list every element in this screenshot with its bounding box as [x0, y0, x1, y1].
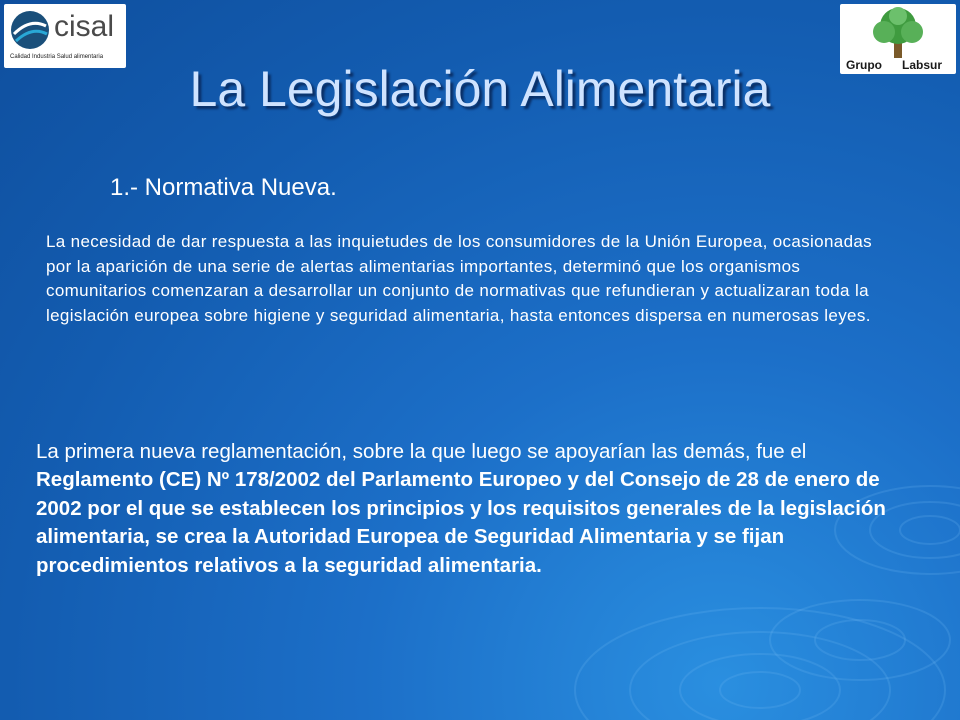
regulation-paragraph — [36, 438, 916, 580]
cisal-logo-name: cisal — [54, 10, 115, 43]
grupo-labsur-word1: Grupo — [846, 58, 882, 72]
cisal-logo-tagline: Calidad Industria Salud alimentaria — [10, 54, 104, 60]
cisal-logo — [4, 4, 126, 68]
grupo-labsur-word2: Labsur — [902, 58, 943, 72]
intro-paragraph: La necesidad de dar respuesta a las inquietudes de los consumidores de la Unión Europea, ocasionadas por la aparición de una serie de alertas alimentarias importantes, determinó que los organismos comunitarios comenzaran a desarrollar un conjunto de normativas que refundieran y actualizaran toda la legislación europea sobre higiene y seguridad alimentaria, hasta entonces dispersa en numerosas leyes. — [46, 232, 873, 325]
slide-subtitle: 1.- Normativa Nueva. — [110, 174, 337, 201]
slide-title: La Legislación Alimentaria — [189, 61, 771, 117]
regulation-bold-text: Reglamento (CE) Nº 178/2002 del Parlamento Europeo y del Consejo de 28 de enero de 2002 por el que se establecen los principios y los requisitos generales de la legislación alimentaria, se crea la Autoridad Europea de Seguridad Alimentaria y se fijan procedimientos relativos a la seguridad alimentaria. — [36, 468, 886, 577]
regulation-intro-text: La primera nueva reglamentación, sobre la que luego se apoyarían las demás, fue el — [36, 440, 807, 463]
